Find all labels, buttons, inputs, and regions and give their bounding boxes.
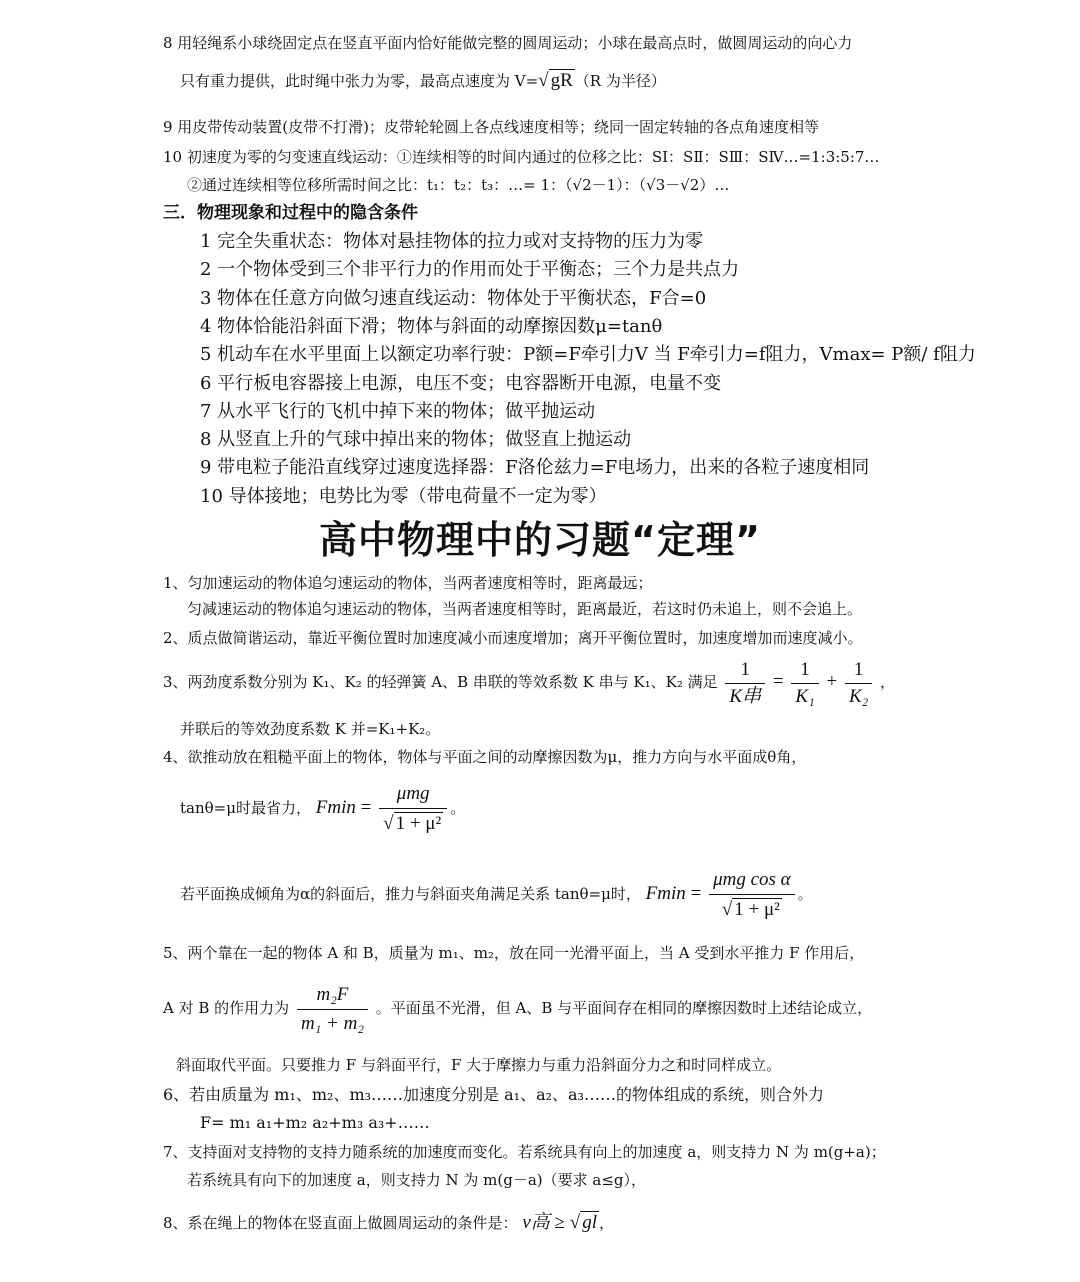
theorem-4-incline-text: 若平面换成倾角为α的斜面后，推力与斜面夹角满足关系 tanθ=μ时，	[180, 885, 641, 903]
theorem-5-line1: 5、两个靠在一起的物体 A 和 B，质量为 m₁、m₂，放在同一光滑平面上，当 A 受到水平推力 F 作用后，	[163, 944, 865, 962]
plus-sign: +	[826, 671, 838, 692]
theorem-8-text: 8、系在绳上的物体在竖直面上做圆周运动的条件是：	[163, 1214, 518, 1232]
fraction-1-over-k2: $\frac{1}{\text{K₂}}$	[845, 659, 872, 708]
fraction-1-over-kc: $\frac{1}{\text{K串}}$	[725, 659, 765, 708]
implicit-condition-4: 4 物体恰能沿斜面下滑；物体与斜面的动摩擦因数μ=tanθ	[200, 316, 663, 337]
fact-8-text: 只有重力提供，此时绳中张力为零，最高点速度为 V=	[180, 72, 539, 90]
theorem-6-line2: F= m₁ a₁+m₂ a₂+m₃ a₃+……	[200, 1113, 430, 1132]
theorem-7-line2: 若系统具有向下的加速度 a，则支持力 N 为 m(g－a)（要求 a≤g），	[187, 1171, 646, 1189]
implicit-condition-3: 3 物体在任意方向做匀速直线运动：物体处于平衡状态，F合=0	[200, 288, 707, 309]
geq-sign: ≥	[554, 1212, 565, 1233]
theorem-7-line1: 7、支持面对支持物的支持力随系统的加速度而变化。若系统具有向上的加速度 a，则支持力 N 为 m(g+a)；	[163, 1143, 886, 1161]
fact-10-line2: ②通过连续相等位移所需时间之比：t₁：t₂：t₃：…= 1：（√2－1）：（√3－√2）…	[187, 176, 730, 194]
sqrt-gl: √ gl	[569, 1212, 597, 1233]
fact-9: 9 用皮带传动装置(皮带不打滑)；皮带轮轮圆上各点线速度相等；绕同一固定转轴的各点角速度相等	[163, 118, 820, 136]
fmin-incline-fraction: $\frac{\text{μmg cos α}}{\text{√ 1 + μ²}}$	[709, 868, 795, 923]
fact-8-line2	[180, 71, 666, 91]
comma: ，	[880, 673, 896, 691]
fmin-fraction: $\frac{\text{μmg}}{\text{√ 1 + μ²}}$	[379, 782, 447, 837]
equals-sign: =	[772, 671, 784, 692]
theorem-4-text: tanθ=μ时最省力，	[180, 799, 311, 817]
fact-8-line1: 8 用轻绳系小球绕固定点在竖直平面内恰好能做完整的圆周运动；小球在最高点时，做圆周运动的向心力	[163, 34, 853, 52]
implicit-condition-2: 2 一个物体受到三个非平行力的作用而处于平衡态；三个力是共点力	[200, 259, 740, 280]
equals-sign: =	[690, 883, 702, 904]
sqrt-gr: √ gR	[538, 70, 573, 91]
theorem-2: 2、质点做简谐运动，靠近平衡位置时加速度减小而速度增加；离开平衡位置时，加速度增加而速度减小。	[163, 629, 863, 647]
v-top-symbol: v高	[522, 1212, 550, 1233]
theorem-3-line2: 并联后的等效劲度系数 K 并=K₁+K₂。	[180, 720, 441, 738]
implicit-condition-10: 10 导体接地；电势比为零（带电荷量不一定为零）	[200, 486, 607, 507]
implicit-condition-7: 7 从水平飞行的飞机中掉下来的物体；做平抛运动	[200, 401, 596, 422]
theorem-8: 8、系在绳上的物体在竖直面上做圆周运动的条件是： v高 ≥ √ gl ，	[163, 1212, 614, 1233]
theorem-3-line1	[163, 656, 895, 708]
theorem-5-line2	[163, 980, 872, 1036]
fmin-symbol: Fmin	[315, 797, 356, 818]
theorem-1-line1: 1、匀加速运动的物体追匀速运动的物体，当两者速度相等时，距离最远；	[163, 574, 653, 592]
page-title: 高中物理中的习题“定理”	[319, 518, 761, 562]
theorem-5-note: 。平面虽不光滑，但 A、B 与平面间存在相同的摩擦因数时上述结论成立，	[375, 999, 873, 1017]
equals-sign: =	[360, 797, 372, 818]
section-heading: 三．物理现象和过程中的隐含条件	[163, 203, 418, 223]
theorem-6-line1: 6、若由质量为 m₁、m₂、m₃……加速度分别是 a₁、a₂、a₃……的物体组成的系统，则合外力	[163, 1085, 824, 1104]
fraction-1-over-k1: $\frac{1}{\text{K₁}}$	[791, 659, 818, 708]
implicit-condition-8: 8 从竖直上升的气球中掉出来的物体；做竖直上抛运动	[200, 429, 632, 450]
theorem-5-line3: 斜面取代平面。只要推力 F 与斜面平行，F 大于摩擦力与重力沿斜面分力之和时同样成立。	[176, 1056, 782, 1074]
implicit-condition-1: 1 完全失重状态：物体对悬挂物体的拉力或对支持物的压力为零	[200, 231, 704, 252]
ab-force-fraction: $\frac{\text{m₂F}}{\text{m₁ + m₂}}$	[297, 983, 368, 1036]
theorem-3-text: 3、两劲度系数分别为 K₁、K₂ 的轻弹簧 A、B 串联的等效系数 K 串与 K₁、K₂ 满足	[163, 673, 718, 691]
implicit-condition-9: 9 带电粒子能沿直线穿过速度选择器：F洛伦兹力=F电场力，出来的各粒子速度相同	[200, 457, 870, 478]
fmin-symbol: Fmin	[645, 883, 686, 904]
fact-10-line1: 10 初速度为零的匀变速直线运动：①连续相等的时间内通过的位移之比：SⅠ：SⅡ：SⅢ：SⅣ…=1:3:5:7…	[163, 148, 880, 166]
theorem-4-line2: tanθ=μ时最省力， Fmin = $\frac{\text{μmg}}{\text{√ 1 + μ²}}$ 。	[180, 780, 465, 837]
theorem-4-line1: 4、欲推动放在粗糙平面上的物体，物体与平面之间的动摩擦因数为μ，推力方向与水平面成θ角，	[163, 748, 807, 766]
theorem-5-text: A 对 B 的作用力为	[163, 999, 290, 1017]
implicit-condition-5: 5 机动车在水平里面上以额定功率行驶：P额=F牵引力V 当 F牵引力=f阻力，Vmax= P额/ f阻力	[200, 344, 976, 365]
fact-8-note: （R 为半径）	[574, 72, 666, 90]
implicit-condition-6: 6 平行板电容器接上电源，电压不变；电容器断开电源，电量不变	[200, 373, 722, 394]
theorem-4-line3: 若平面换成倾角为α的斜面后，推力与斜面夹角满足关系 tanθ=μ时， Fmin = $\frac{\text{μmg cos α}}{\text{√ 1 + μ²}}$ 。	[180, 865, 813, 923]
theorem-1-line2: 匀减速运动的物体追匀速运动的物体，当两者速度相等时，距离最近，若这时仍未追上，则不会追上。	[187, 600, 863, 618]
